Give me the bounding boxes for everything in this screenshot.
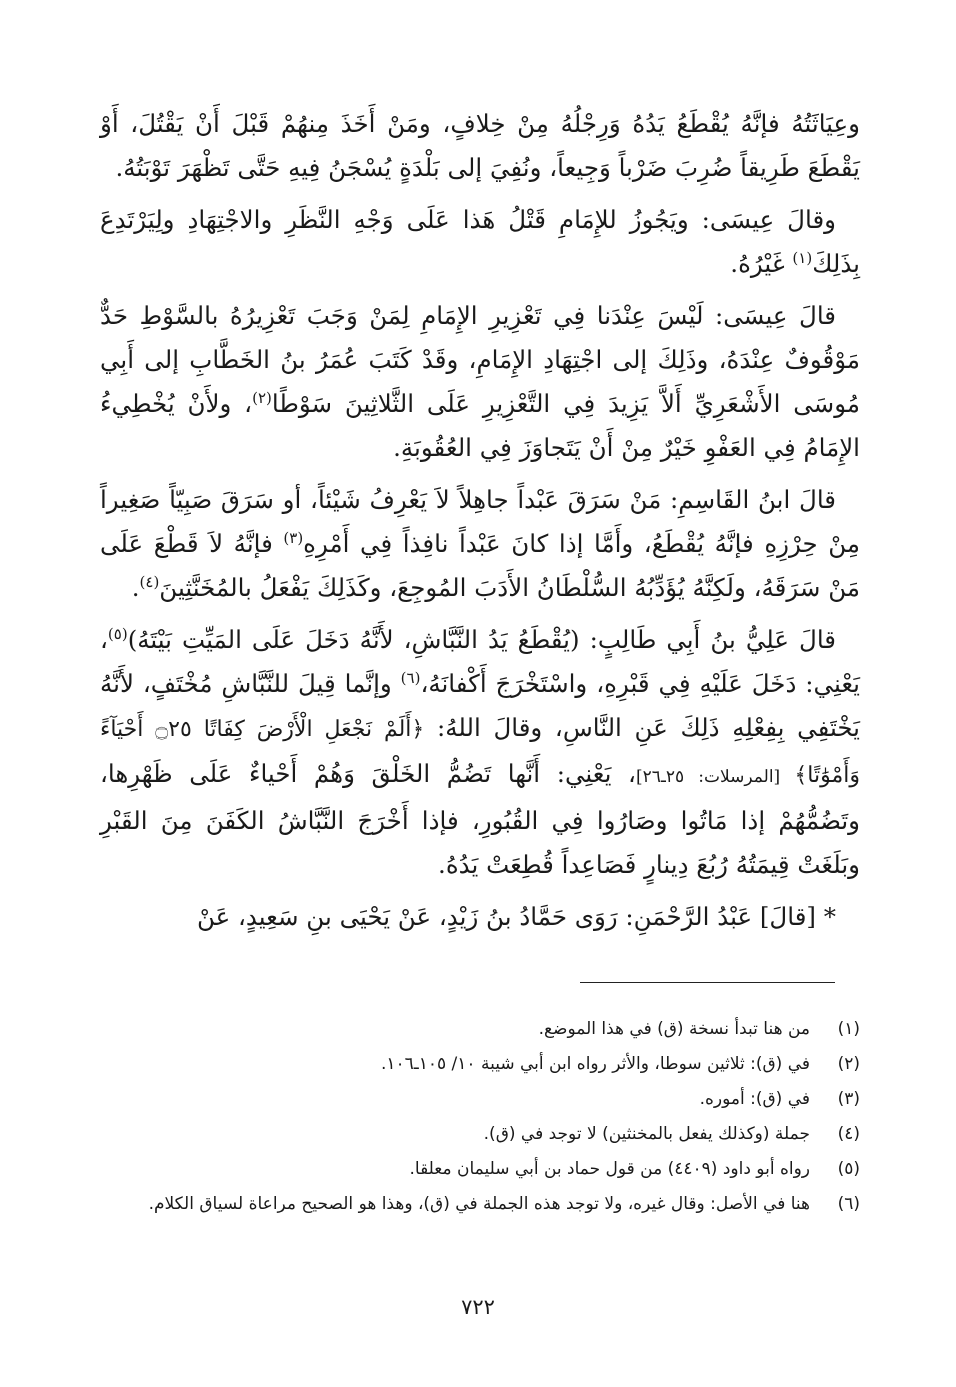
footnote-text: في (ق): أموره.	[699, 1089, 810, 1109]
paragraph-5-text-end: ، يَعْنِي: أَنَّها تَضُمُّ الخَلْقَ وَهُمْ أَحْياءٌ عَلَى ظَهْرِها، وتَضُمُّهُمْ إذا مَاتُوا وصَارُوا فِي القُبُورِ، فإذا أَخْرَجَ النَّبَّاشُ الكَفَنَ مِنَ القَبْرِ وبَلَغَتْ قِيمَتُهُ رُبُعَ دِينارٍ فَصَاعِداً قُطِعَتْ يَدُهُ.	[100, 759, 860, 879]
paragraph-2	[100, 198, 860, 286]
paragraph-4-text-end: .	[131, 573, 140, 602]
paragraph-4	[100, 478, 860, 610]
footnote-number: (٦)	[837, 1194, 860, 1214]
footnote-text: رواه أبو داود (٤٤٠٩) من قول حماد بن أبي سليمان معلقا.	[409, 1159, 810, 1179]
footnote-item	[100, 1187, 860, 1222]
paragraph-5-text: قالَ عَلِيُّ بنُ أَبِي طَالِبٍ: (يُقْطَعُ يَدُ النَّبَّاشِ، لأَنَّهُ دَخَلَ عَلَى المَيِّتِ بَيْتَهُ)	[127, 625, 836, 654]
paragraph-2-text-end: غَيْرُهُ.	[730, 249, 793, 278]
footnote-number: (٣)	[837, 1089, 860, 1109]
footnote-text: جملة (وكذلك يفعل بالمخنثين) لا توجد في (ق).	[483, 1124, 810, 1144]
footnote-ref-6[interactable]: (٦)	[400, 668, 421, 687]
footnote-number: (٢)	[837, 1054, 860, 1074]
footnote-number: (١)	[837, 1019, 860, 1039]
footnote-ref-2[interactable]: (٢)	[252, 388, 272, 407]
footnote-item	[100, 1012, 860, 1047]
footnote-text: من هنا تبدأ نسخة (ق) في هذا الموضع.	[538, 1019, 810, 1039]
footnote-number: (٤)	[837, 1124, 860, 1144]
paragraph-3-text-end: ، ولأَنْ يُخْطِيءُ الإِمَامُ فِي العَفْوِ خَيْرٌ مِنْ أَنْ يَتَجاوَزَ فِي العُقُوبَةِ.	[100, 389, 860, 462]
paragraph-3	[100, 294, 860, 470]
footnote-text: في (ق): ثلاثين سوطا، والأثر رواه ابن أبي شيبة ١٠/ ١٠٥ـ١٠٦.	[380, 1054, 810, 1074]
footnote-ref-4[interactable]: (٤)	[139, 572, 160, 591]
quran-verse: ﴿أَلَمْ نَجْعَلِ الْأَرْضَ كِفَاتًا ۝٢٥ أَحْيَآءً وَأَمْوَٰتًا﴾	[100, 717, 860, 788]
paragraph-1	[100, 102, 860, 190]
verse-citation: [المرسلات: ٢٥ـ٢٦]	[635, 767, 795, 787]
footnote-ref-1[interactable]: (١)	[792, 248, 813, 267]
paragraph-5	[100, 618, 860, 887]
paragraph-3-text: قالَ عِيسَى: لَيْسَ عِنْدَنا فِي تَعْزِيرِ الإِمَامِ لِمَنْ وَجَبَ تَعْزِيرُهُ بالسَّوْطِ حَدٌّ مَوْقُوفٌ عِنْدَهُ، وذَلِكَ إلى اجْتِهَادِ الإِمَامِ، وقَدْ كَتَبَ عُمَرُ بنُ الخَطَّابِ إلى أَبِي مُوسَى الأَشْعَرِيِّ أَلاَّ يَزِيدَ فِي التَّعْزِيرِ عَلَى الثَّلاثِينَ سَوْطًا	[100, 301, 860, 418]
paragraph-5-text-b: ، يَعْنِي: دَخَلَ عَلَيْهِ فِي قَبْرِهِ، واسْتَخْرَجَ أَكْفانَهُ،	[100, 625, 860, 698]
paragraph-4-text: قالَ ابنُ القَاسِمِ: مَنْ سَرَقَ عَبْداً جاهِلاً لاَ يَعْرِفُ شَيْئاً، أو سَرَقَ صَبِيّاً صَغِيراً مِنْ حِرْزِهِ فإنَّهُ يُقْطَعُ، وأَمَّا إذا كانَ عَبْداً نافِذاً فِي أَمْرِهِ	[100, 485, 860, 558]
footnote-ref-5[interactable]: (٥)	[107, 624, 128, 643]
footnotes	[100, 1012, 860, 1222]
paragraph-4-text-middle: فإنَّهُ لاَ قَطْعَ عَلَى مَنْ سَرَقَهُ، ولَكِنَّهُ يُؤَدِّبُهُ السُّلْطَانُ الأَدَبَ المُوجِعَ، وكَذَلِكَ يَفْعَلُ بالمُخَنَّثِينَ	[100, 529, 860, 602]
paragraph-6	[100, 895, 860, 939]
paragraph-6-text: * [قالَ] عَبْدُ الرَّحْمَنِ: رَوَى حَمَّادُ بنُ زَيْدٍ، عَنْ يَحْيَى بنِ سَعِيدٍ، عَنْ	[196, 902, 836, 931]
page-number: ٧٢٢	[461, 1295, 495, 1319]
footnote-separator	[580, 982, 835, 983]
paragraph-1-text: وعِيَاثَتُهُ فإنَّهُ يُقْطَعُ يَدُهُ وَرِجْلُهُ مِنْ خِلافٍ، ومَنْ أَخَذَ مِنهُمْ قَبْلَ أَنْ يَقْتُلَ، أَوْ يَقْطَعَ طَرِيقاً ضُرِبَ ضَرْباً وَجِيعاً، ونُفِيَ إلى بَلْدَةٍ يُسْجَنُ فِيهِ حَتَّى تَظْهَرَ تَوْبَتُهُ.	[100, 109, 860, 182]
footnote-item	[100, 1152, 860, 1187]
footnote-item	[100, 1117, 860, 1152]
footnote-text: هنا في الأصل: وقال غيره، ولا توجد هذه الجملة في (ق)، وهذا هو الصحيح مراعاة لسياق الكلام.	[148, 1194, 810, 1214]
footnote-item	[100, 1047, 860, 1082]
footnote-item	[100, 1082, 860, 1117]
footnote-number: (٥)	[837, 1159, 860, 1179]
paragraph-5-text-c: وإنَّما قِيلَ للنَّبَّاشِ مُخْتَفٍ، لأَنَّهُ يَخْتَفِي بِفِعْلِهِ ذَلِكَ عَنِ النَّاسِ، وقالَ اللهُ:	[100, 669, 860, 742]
paragraph-2-text: وقالَ عِيسَى: ويَجُوزُ للإِمَامِ قَتْلُ هَذا عَلَى وَجْهِ النَّظَرِ والاجْتِهَادِ ولِيَرْتَدِعَ بِذَلِكَ	[100, 205, 860, 278]
main-text	[100, 102, 860, 947]
footnote-ref-3[interactable]: (٣)	[283, 528, 304, 547]
